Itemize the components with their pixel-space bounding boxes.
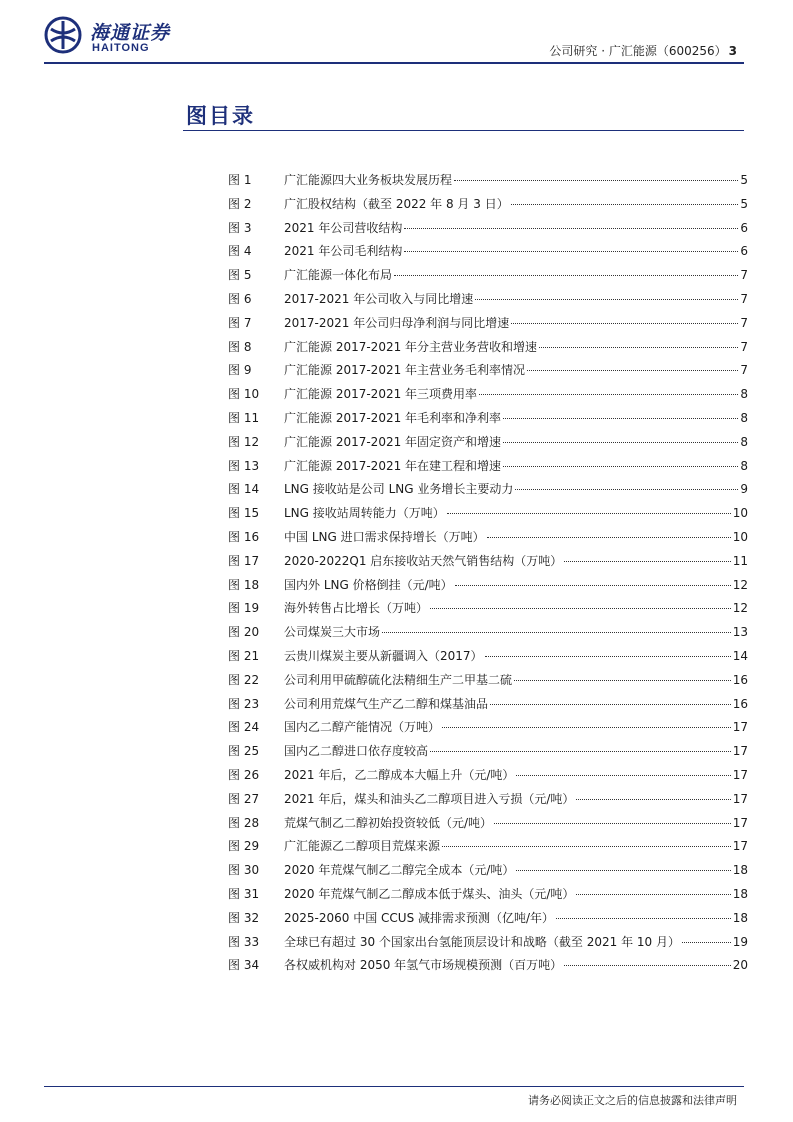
toc-entry[interactable] <box>228 909 748 933</box>
toc-dot-leader <box>455 585 731 586</box>
toc-page-number: 5 <box>740 196 748 211</box>
toc-dot-leader <box>682 942 731 943</box>
toc-dot-leader <box>516 870 730 871</box>
toc-page-number: 14 <box>732 648 748 663</box>
toc-caption: 全球已有超过 30 个国家出台氢能顶层设计和战略（截至 2021 年 10 月） <box>284 934 680 949</box>
toc-dot-leader <box>382 632 731 633</box>
toc-page-number: 5 <box>740 173 748 187</box>
toc-dot-leader <box>442 846 731 847</box>
toc-caption: 广汇能源四大业务板块发展历程 <box>284 173 453 187</box>
toc-figure-number: 图 29 <box>228 839 260 854</box>
toc-caption: 广汇能源一体化布局 <box>284 268 393 283</box>
toc-caption: 海外转售占比增长（万吨） <box>284 601 429 616</box>
page-title: 图目录 <box>186 104 255 128</box>
toc-dot-leader <box>442 727 731 728</box>
toc-figure-number: 图 3 <box>228 220 252 235</box>
toc-entry[interactable] <box>228 504 748 528</box>
toc-caption: 2020 年荒煤气制乙二醇完全成本（元/吨） <box>284 863 515 878</box>
toc-entry[interactable] <box>228 695 748 719</box>
toc-page-number: 12 <box>732 577 748 592</box>
toc-caption: 2020-2022Q1 启东接收站天然气销售结构（万吨） <box>284 553 563 568</box>
toc-dot-leader <box>576 799 730 800</box>
toc-figure-number: 图 31 <box>228 886 260 901</box>
toc-caption: 国内乙二醇产能情况（万吨） <box>284 720 441 735</box>
toc-page-number: 11 <box>732 553 748 568</box>
toc-figure-number: 图 1 <box>228 173 252 187</box>
toc-dot-leader <box>503 442 738 443</box>
toc-entry[interactable] <box>228 885 748 909</box>
toc-dot-leader <box>503 466 738 467</box>
toc-caption: 广汇能源 2017-2021 年三项费用率 <box>284 387 478 402</box>
report-reference <box>549 42 737 59</box>
toc-figure-number: 图 12 <box>228 434 260 449</box>
toc-entry[interactable] <box>228 956 748 980</box>
toc-entry[interactable] <box>228 433 748 457</box>
toc-caption: 公司利用荒煤气生产乙二醇和煤基油品 <box>284 696 489 711</box>
toc-figure-number: 图 30 <box>228 863 260 878</box>
toc-page-number: 8 <box>740 434 748 449</box>
toc-entry[interactable] <box>228 219 748 243</box>
toc-caption: 广汇能源乙二醇项目荒煤来源 <box>284 839 441 854</box>
toc-entry[interactable] <box>228 457 748 481</box>
toc-entry[interactable] <box>228 623 748 647</box>
toc-page-number: 13 <box>732 625 748 640</box>
toc-figure-number: 图 27 <box>228 791 260 806</box>
figure-table-of-contents <box>228 171 748 980</box>
toc-caption: LNG 接收站周转能力（万吨） <box>284 506 445 521</box>
toc-page-number: 8 <box>740 458 748 473</box>
toc-dot-leader <box>511 323 738 324</box>
toc-caption: 各权威机构对 2050 年氢气市场规模预测（百万吨） <box>284 958 563 973</box>
toc-entry[interactable] <box>228 290 748 314</box>
toc-page-number: 17 <box>732 720 748 735</box>
toc-dot-leader <box>516 775 730 776</box>
toc-dot-leader <box>576 894 730 895</box>
logo-english-name: HAITONG <box>92 42 150 54</box>
toc-figure-number: 图 19 <box>228 601 260 616</box>
toc-page-number: 9 <box>740 482 748 497</box>
toc-entry[interactable] <box>228 171 748 195</box>
toc-entry[interactable] <box>228 742 748 766</box>
toc-caption: 2017-2021 年公司收入与同比增速 <box>284 291 474 306</box>
toc-entry[interactable] <box>228 647 748 671</box>
toc-caption: 云贵川煤炭主要从新疆调入（2017） <box>284 648 483 663</box>
toc-entry[interactable] <box>228 718 748 742</box>
header-divider <box>44 62 744 64</box>
toc-page-number: 6 <box>740 244 748 259</box>
toc-caption: 广汇能源 2017-2021 年在建工程和增速 <box>284 458 502 473</box>
toc-figure-number: 图 10 <box>228 387 260 402</box>
toc-dot-leader <box>511 204 739 205</box>
toc-caption: 2020 年荒煤气制乙二醇成本低于煤头、油头（元/吨） <box>284 886 575 901</box>
report-ref-text: 公司研究 · 广汇能源（600256） <box>549 44 727 58</box>
toc-caption: 2021 年公司营收结构 <box>284 220 403 235</box>
toc-page-number: 8 <box>740 410 748 425</box>
toc-caption: 2021 年公司毛利结构 <box>284 244 403 259</box>
toc-entry[interactable] <box>228 837 748 861</box>
toc-dot-leader <box>404 251 738 252</box>
logo-chinese-name: 海通证券 <box>90 22 171 44</box>
toc-page-number: 19 <box>732 934 748 949</box>
toc-page-number: 16 <box>732 672 748 687</box>
toc-page-number: 10 <box>732 529 748 544</box>
footer-divider <box>44 1086 744 1087</box>
toc-figure-number: 图 6 <box>228 291 252 306</box>
toc-dot-leader <box>485 656 731 657</box>
toc-dot-leader <box>514 680 731 681</box>
page-number: 3 <box>728 44 737 58</box>
toc-dot-leader <box>394 275 738 276</box>
toc-dot-leader <box>454 180 738 181</box>
toc-entry[interactable] <box>228 528 748 552</box>
toc-figure-number: 图 32 <box>228 910 260 925</box>
toc-caption: 2021 年后，乙二醇成本大幅上升（元/吨） <box>284 767 515 782</box>
toc-figure-number: 图 26 <box>228 767 260 782</box>
toc-entry[interactable] <box>228 933 748 957</box>
toc-dot-leader <box>404 228 738 229</box>
toc-page-number: 18 <box>732 910 748 925</box>
toc-page-number: 18 <box>732 863 748 878</box>
toc-caption: 荒煤气制乙二醇初始投资较低（元/吨） <box>284 815 493 830</box>
toc-page-number: 7 <box>740 315 748 330</box>
toc-page-number: 7 <box>740 291 748 306</box>
toc-entry[interactable] <box>228 314 748 338</box>
toc-figure-number: 图 22 <box>228 672 260 687</box>
toc-caption: 广汇能源 2017-2021 年固定资产和增速 <box>284 434 502 449</box>
toc-dot-leader <box>515 489 738 490</box>
toc-figure-number: 图 24 <box>228 720 260 735</box>
toc-entry[interactable] <box>228 195 748 219</box>
toc-page-number: 17 <box>732 767 748 782</box>
toc-entry[interactable] <box>228 338 748 362</box>
toc-entry[interactable] <box>228 599 748 623</box>
footer-disclaimer: 请务必阅读正文之后的信息披露和法律声明 <box>528 1094 737 1107</box>
toc-dot-leader <box>527 370 738 371</box>
toc-figure-number: 图 13 <box>228 458 260 473</box>
toc-figure-number: 图 21 <box>228 648 260 663</box>
toc-dot-leader <box>479 394 738 395</box>
toc-caption: 国内外 LNG 价格倒挂（元/吨） <box>284 577 453 592</box>
toc-entry[interactable] <box>228 861 748 885</box>
toc-page-number: 10 <box>732 506 748 521</box>
toc-entry[interactable] <box>228 480 748 504</box>
toc-caption: 2017-2021 年公司归母净利润与同比增速 <box>284 315 510 330</box>
toc-page-number: 7 <box>740 268 748 283</box>
toc-dot-leader <box>447 513 731 514</box>
toc-figure-number: 图 33 <box>228 934 260 949</box>
toc-page-number: 7 <box>740 339 748 354</box>
toc-figure-number: 图 15 <box>228 506 260 521</box>
title-divider <box>183 130 744 131</box>
toc-dot-leader <box>564 965 731 966</box>
toc-figure-number: 图 16 <box>228 529 260 544</box>
haitong-logo-icon <box>44 16 82 54</box>
toc-dot-leader <box>430 751 731 752</box>
toc-caption: 公司利用甲硫醇硫化法精细生产二甲基二硫 <box>284 672 513 687</box>
toc-page-number: 17 <box>732 815 748 830</box>
toc-entry[interactable] <box>228 766 748 790</box>
toc-caption: 中国 LNG 进口需求保持增长（万吨） <box>284 529 485 544</box>
toc-dot-leader <box>564 561 730 562</box>
toc-dot-leader <box>475 299 738 300</box>
toc-figure-number: 图 34 <box>228 958 260 973</box>
toc-caption: 广汇能源 2017-2021 年分主营业务营收和增速 <box>284 339 538 354</box>
toc-entry[interactable] <box>228 576 748 600</box>
toc-caption: 国内乙二醇进口依存度较高 <box>284 744 429 759</box>
toc-page-number: 17 <box>732 744 748 759</box>
toc-figure-number: 图 20 <box>228 625 260 640</box>
toc-figure-number: 图 17 <box>228 553 260 568</box>
toc-figure-number: 图 8 <box>228 339 252 354</box>
toc-figure-number: 图 9 <box>228 363 252 378</box>
toc-figure-number: 图 2 <box>228 196 252 211</box>
toc-caption: LNG 接收站是公司 LNG 业务增长主要动力 <box>284 482 514 497</box>
toc-figure-number: 图 25 <box>228 744 260 759</box>
toc-figure-number: 图 14 <box>228 482 260 497</box>
toc-page-number: 6 <box>740 220 748 235</box>
toc-figure-number: 图 4 <box>228 244 252 259</box>
toc-page-number: 16 <box>732 696 748 711</box>
toc-figure-number: 图 11 <box>228 410 260 425</box>
toc-caption: 广汇能源 2017-2021 年主营业务毛利率情况 <box>284 363 526 378</box>
toc-page-number: 17 <box>732 839 748 854</box>
toc-entry[interactable] <box>228 385 748 409</box>
toc-dot-leader <box>430 608 731 609</box>
toc-caption: 2021 年后，煤头和油头乙二醇项目进入亏损（元/吨） <box>284 791 575 806</box>
haitong-logo <box>44 14 204 56</box>
toc-dot-leader <box>556 918 731 919</box>
toc-page-number: 20 <box>732 958 748 973</box>
toc-figure-number: 图 7 <box>228 315 252 330</box>
toc-entry[interactable] <box>228 409 748 433</box>
toc-figure-number: 图 18 <box>228 577 260 592</box>
toc-dot-leader <box>490 704 731 705</box>
toc-page-number: 18 <box>732 886 748 901</box>
toc-page-number: 17 <box>732 791 748 806</box>
toc-dot-leader <box>487 537 731 538</box>
toc-entry[interactable] <box>228 361 748 385</box>
toc-caption: 广汇股权结构（截至 2022 年 8 月 3 日） <box>284 196 509 211</box>
toc-figure-number: 图 5 <box>228 268 252 283</box>
toc-entry[interactable] <box>228 552 748 576</box>
toc-figure-number: 图 28 <box>228 815 260 830</box>
toc-figure-number: 图 23 <box>228 696 260 711</box>
toc-page-number: 7 <box>740 363 748 378</box>
toc-entry[interactable] <box>228 671 748 695</box>
toc-entry[interactable] <box>228 790 748 814</box>
toc-caption: 公司煤炭三大市场 <box>284 625 381 640</box>
toc-dot-leader <box>539 347 738 348</box>
toc-dot-leader <box>503 418 738 419</box>
toc-entry[interactable] <box>228 814 748 838</box>
toc-dot-leader <box>494 823 731 824</box>
toc-entry[interactable] <box>228 266 748 290</box>
toc-entry[interactable] <box>228 242 748 266</box>
toc-page-number: 12 <box>732 601 748 616</box>
toc-caption: 广汇能源 2017-2021 年毛利率和净利率 <box>284 410 502 425</box>
toc-page-number: 8 <box>740 387 748 402</box>
toc-caption: 2025-2060 中国 CCUS 减排需求预测（亿吨/年） <box>284 910 555 925</box>
